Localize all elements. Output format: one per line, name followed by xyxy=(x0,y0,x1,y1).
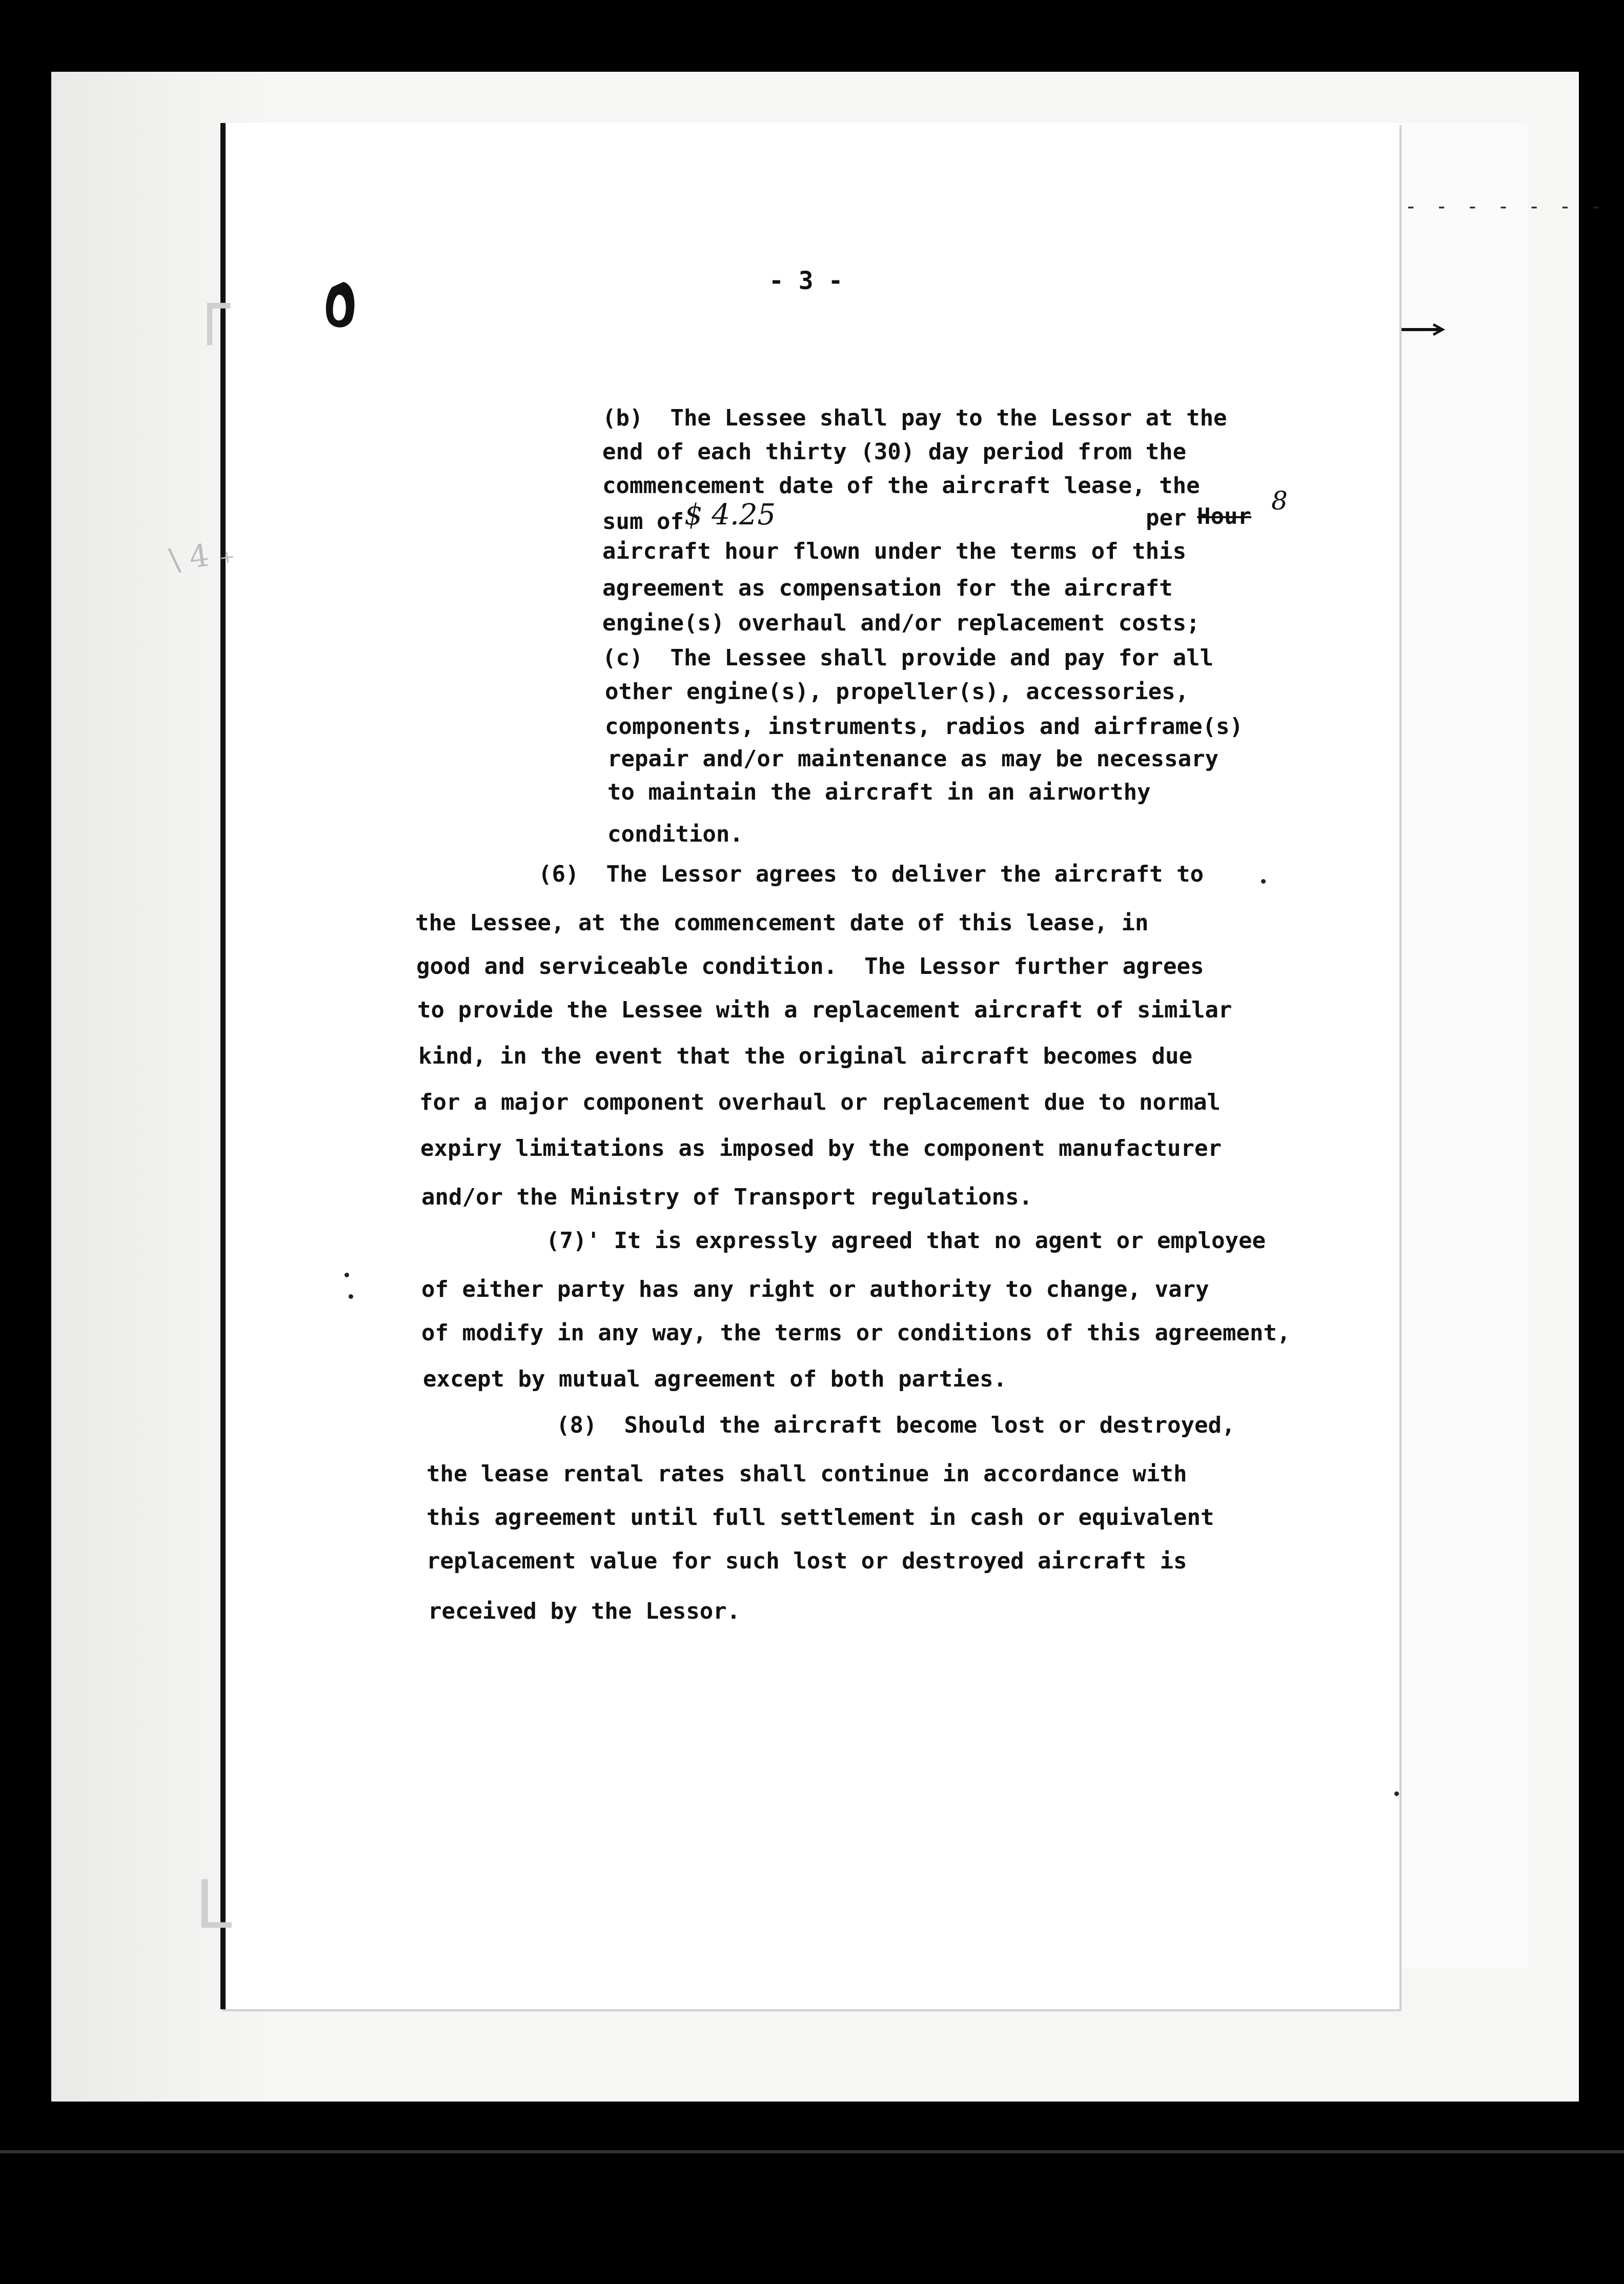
clause-b-line: engine(s) overhaul and/or replacement costs; xyxy=(602,610,1200,636)
clause-c-line: to maintain the aircraft in an airworthy xyxy=(607,779,1151,805)
clause-b-line: end of each thirty (30) day period from the xyxy=(602,439,1187,465)
clause-b-sum-label: sum of xyxy=(602,508,684,535)
clause-6-line: good and serviceable condition. The Lessor further agrees xyxy=(416,953,1204,980)
clause-6-line: for a major component overhaul or replacement due to normal xyxy=(419,1089,1221,1115)
clause-b-line: (b) The Lessee shall pay to the Lessor at the xyxy=(602,405,1227,431)
clause-c-line: components, instruments, radios and airframe(s) xyxy=(605,713,1244,740)
margin-note: \ 4 ₊ xyxy=(167,534,237,579)
scan-speck xyxy=(1261,879,1266,884)
clause-6-line: to provide the Lessee with a replacement aircraft of similar xyxy=(417,997,1232,1023)
dashed-edge-mark: - - - - - - - xyxy=(1405,195,1606,218)
clause-b-line: agreement as compensation for the aircraft xyxy=(602,575,1173,601)
clause-6-line: kind, in the event that the original aircraft becomes due xyxy=(418,1043,1192,1069)
clause-8-line: the lease rental rates shall continue in accordance with xyxy=(427,1461,1187,1487)
scan-speck xyxy=(349,1294,353,1299)
clause-6-line: expiry limitations as imposed by the component manufacturer xyxy=(420,1135,1222,1161)
handwritten-correction: 8 xyxy=(1271,486,1288,516)
clause-8-line: replacement value for such lost or destroyed aircraft is xyxy=(427,1548,1187,1574)
clause-8-line: (8) Should the aircraft become lost or destroyed, xyxy=(556,1412,1235,1438)
scan-speck xyxy=(344,1273,349,1277)
clause-c-line: condition. xyxy=(607,821,743,847)
scan-bottom-edge xyxy=(0,2150,1624,2153)
clause-b-line: aircraft hour flown under the terms of this xyxy=(602,538,1187,564)
struck-out-word: Hour xyxy=(1197,503,1251,529)
handwritten-amount: $ 4.25 xyxy=(684,498,776,532)
corner-bracket-mark: L xyxy=(195,1866,232,1944)
clause-b-per-label: per xyxy=(1146,505,1187,531)
corner-bracket-mark: ┌ xyxy=(190,267,230,344)
clause-8-line: this agreement until full settlement in cash or equivalent xyxy=(427,1504,1214,1531)
punch-hole-icon xyxy=(323,279,359,333)
clause-c-line: other engine(s), propeller(s), accessories, xyxy=(605,679,1189,705)
clause-7-line: except by mutual agreement of both parties. xyxy=(423,1366,1007,1392)
scan-speck xyxy=(1394,1791,1399,1796)
clause-8-line: received by the Lessor. xyxy=(428,1598,741,1624)
clause-7-line: of modify in any way, the terms or conditions of this agreement, xyxy=(421,1320,1291,1346)
clause-6-line: the Lessee, at the commencement date of this lease, in xyxy=(415,910,1149,936)
clause-b-line: commencement date of the aircraft lease, the xyxy=(602,473,1200,499)
clause-c-line: repair and/or maintenance as may be necessary xyxy=(607,746,1219,772)
clause-7-line: (7)' It is expressly agreed that no agent or employee xyxy=(546,1228,1266,1254)
underlying-page-edge xyxy=(1394,123,1528,1968)
clause-6-line: and/or the Ministry of Transport regulations. xyxy=(421,1184,1033,1210)
clause-7-line: of either party has any right or authority to change, vary xyxy=(421,1276,1209,1302)
clause-c-line: (c) The Lessee shall provide and pay for all xyxy=(602,645,1214,671)
page-number: - 3 - xyxy=(769,267,843,295)
arrow-mark-icon xyxy=(1399,322,1446,337)
clause-6-line: (6) The Lessor agrees to deliver the aircraft to xyxy=(538,861,1204,887)
